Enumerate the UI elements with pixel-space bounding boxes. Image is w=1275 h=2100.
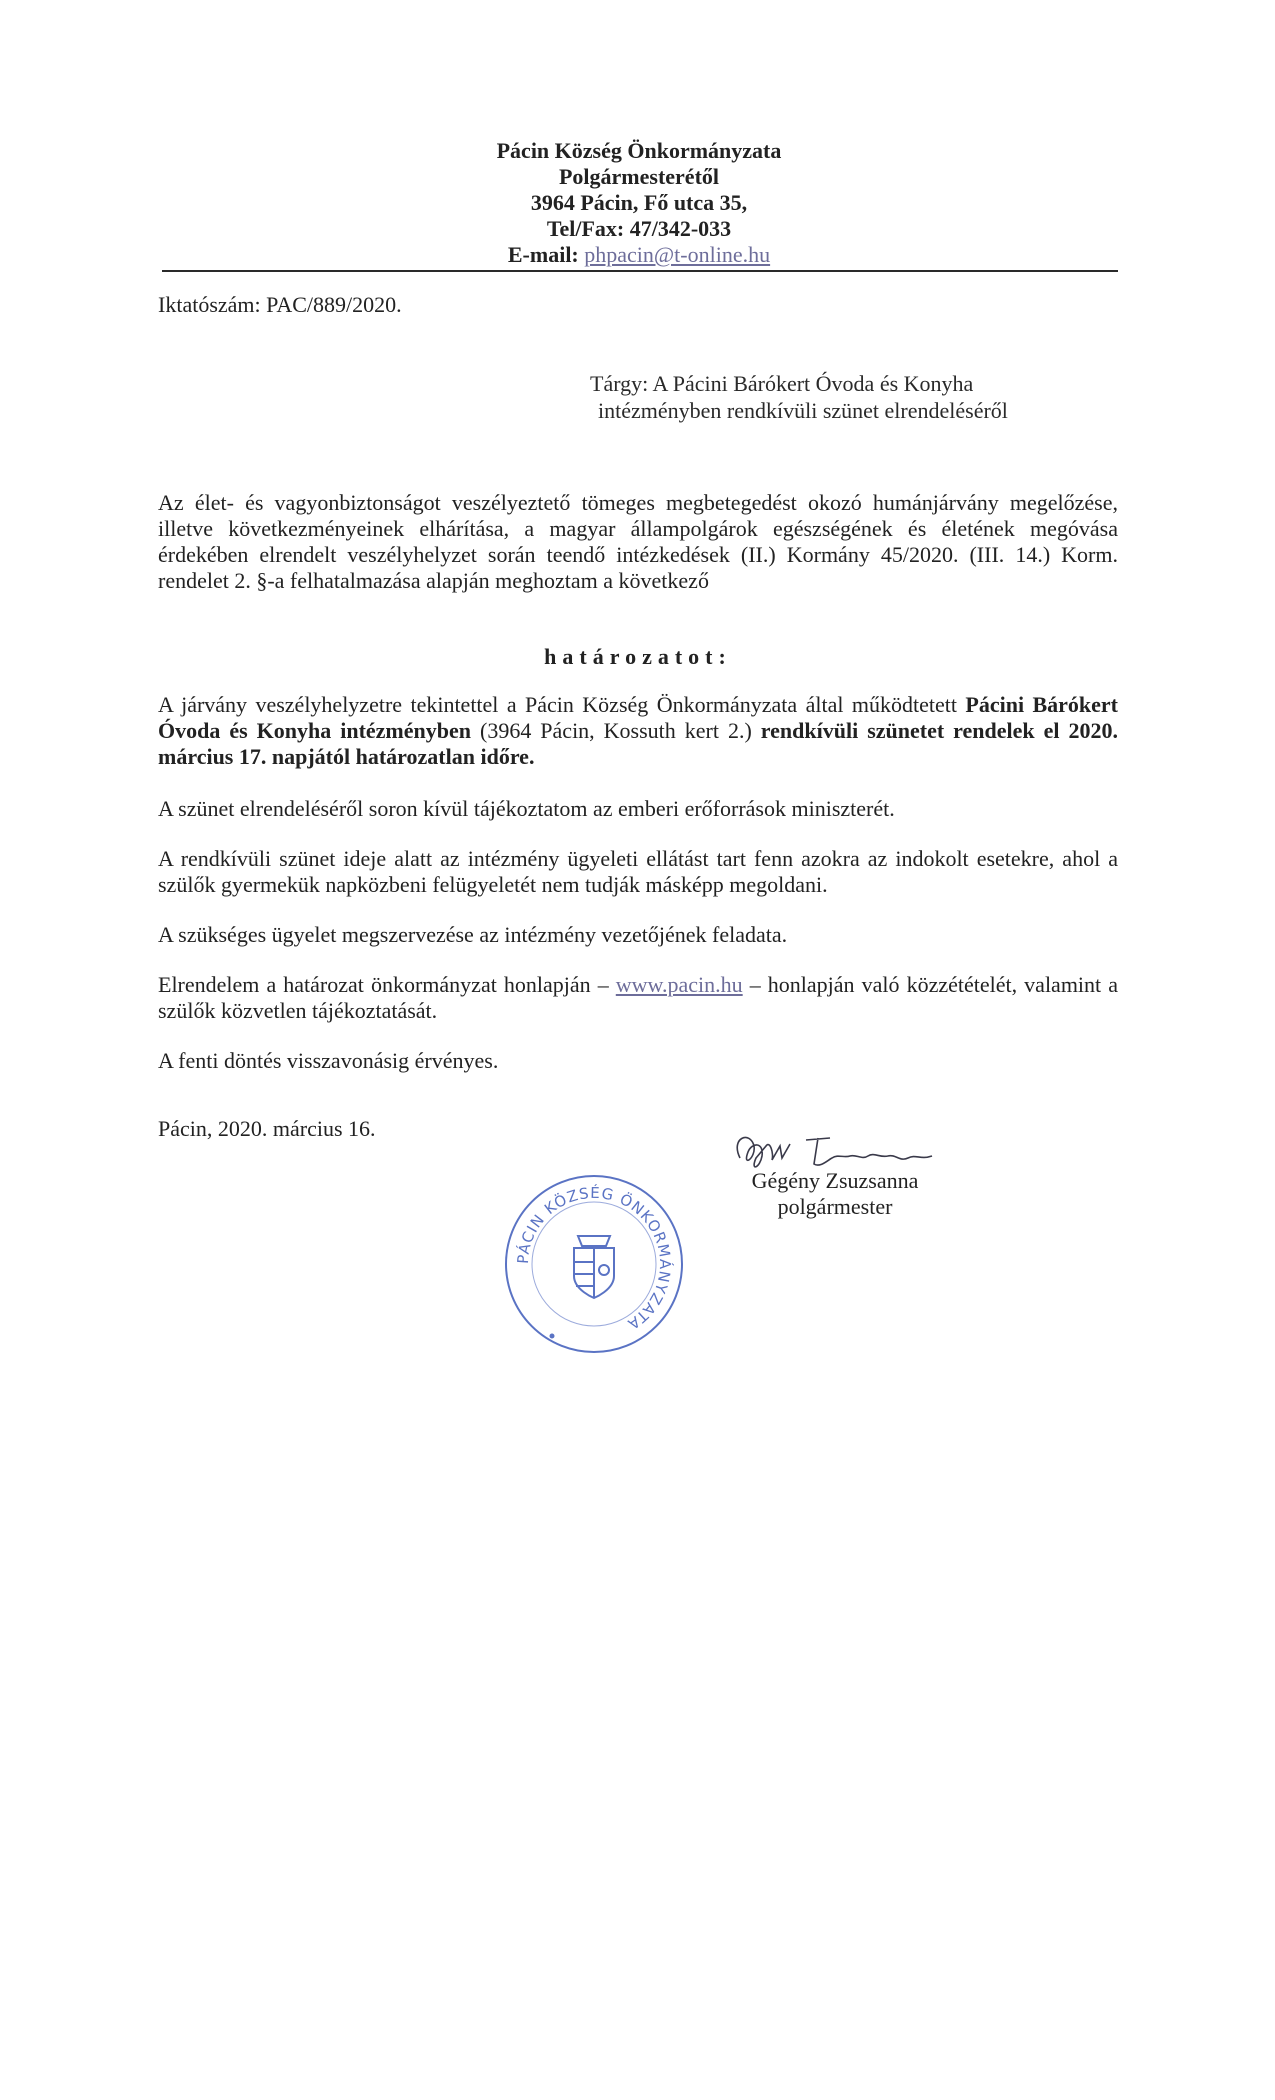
header-divider: [162, 270, 1118, 272]
place-date: Pácin, 2020. március 16.: [158, 1116, 376, 1141]
email-link[interactable]: phpacin@t-online.hu: [584, 242, 771, 267]
reference-number: Iktatószám: PAC/889/2020.: [158, 292, 402, 317]
letterhead-telfax: Tel/Fax: 47/342-033: [546, 216, 732, 241]
signer-block: [730, 1168, 940, 1220]
publish-paragraph: [158, 972, 1118, 1024]
decision-order: rendkívüli szünetet rendelek el 2020. március 17. napjától határozatlan időre.: [158, 718, 1118, 769]
decision-text-1: A járvány veszélyhelyzetre tekintettel a Pácin Község Önkormányzata által működtetett: [158, 692, 966, 717]
letterhead-address: 3964 Pácin, Fő utca 35,: [530, 190, 748, 215]
email-label: E-mail:: [507, 242, 579, 267]
svg-text:PÁCIN KÖZSÉG ÖNKORMÁNYZATA: PÁCIN KÖZSÉG ÖNKORMÁNYZATA: [513, 1183, 675, 1334]
organize-paragraph: A szükséges ügyelet megszervezése az intézmény vezetőjének feladata.: [158, 922, 788, 947]
official-stamp: [498, 1168, 690, 1360]
validity-paragraph: A fenti döntés visszavonásig érvényes.: [158, 1048, 499, 1073]
duty-paragraph: A rendkívüli szünet ideje alatt az intézmény ügyeleti ellátást tart fenn azokra az indokolt esetekre, ahol a szülők gyermekük napközbeni felügyeletét nem tudják másképp megoldani.: [158, 846, 1118, 897]
decision-heading: határozatot:: [544, 644, 732, 669]
subject-line-1: Tárgy: A Pácini Bárókert Óvoda és Konyha: [590, 371, 974, 396]
letterhead-org: Pácin Község Önkormányzata: [496, 138, 782, 163]
decision-paragraph: [158, 692, 1118, 770]
intro-paragraph: Az élet- és vagyonbiztonságot veszélyeztető tömeges megbetegedést okozó humánjárvány megelőzése, illetve következményeinek elhárítása, a magyar állampolgárok egészségének és életének megóvása érdekében elrendelt veszélyhelyzet során teendő intézkedések (II.) Kormány 45/2020. (III. 14.) Korm. rendelet 2. §-a felhatalmazása alapján meghoztam a következő: [158, 490, 1118, 593]
letterhead-office: Polgármesterétől: [558, 164, 720, 189]
subject-block: [590, 370, 1008, 424]
signer-name: Gégény Zsuzsanna: [751, 1168, 919, 1193]
subject-line-2: intézményben rendkívüli szünet elrendeléséről: [598, 398, 1008, 423]
letterhead-email: [160, 242, 1118, 268]
publish-text-1: Elrendelem a határozat önkormányzat honlapján –: [158, 972, 616, 997]
letterhead: [160, 138, 1118, 268]
decision-text-2: (3964 Pácin, Kossuth kert 2.): [471, 718, 761, 743]
signer-title: polgármester: [777, 1194, 893, 1219]
website-link[interactable]: www.pacin.hu: [615, 972, 743, 997]
decision-institution: Pácini Bárókert Óvoda és Konyha intézményben: [158, 692, 1118, 743]
inform-paragraph: A szünet elrendeléséről soron kívül tájékoztatom az emberi erőforrások miniszterét.: [158, 796, 895, 821]
publish-text-2: – honlapján való közzétételét, valamint a szülők közvetlen tájékoztatását.: [158, 972, 1118, 1023]
